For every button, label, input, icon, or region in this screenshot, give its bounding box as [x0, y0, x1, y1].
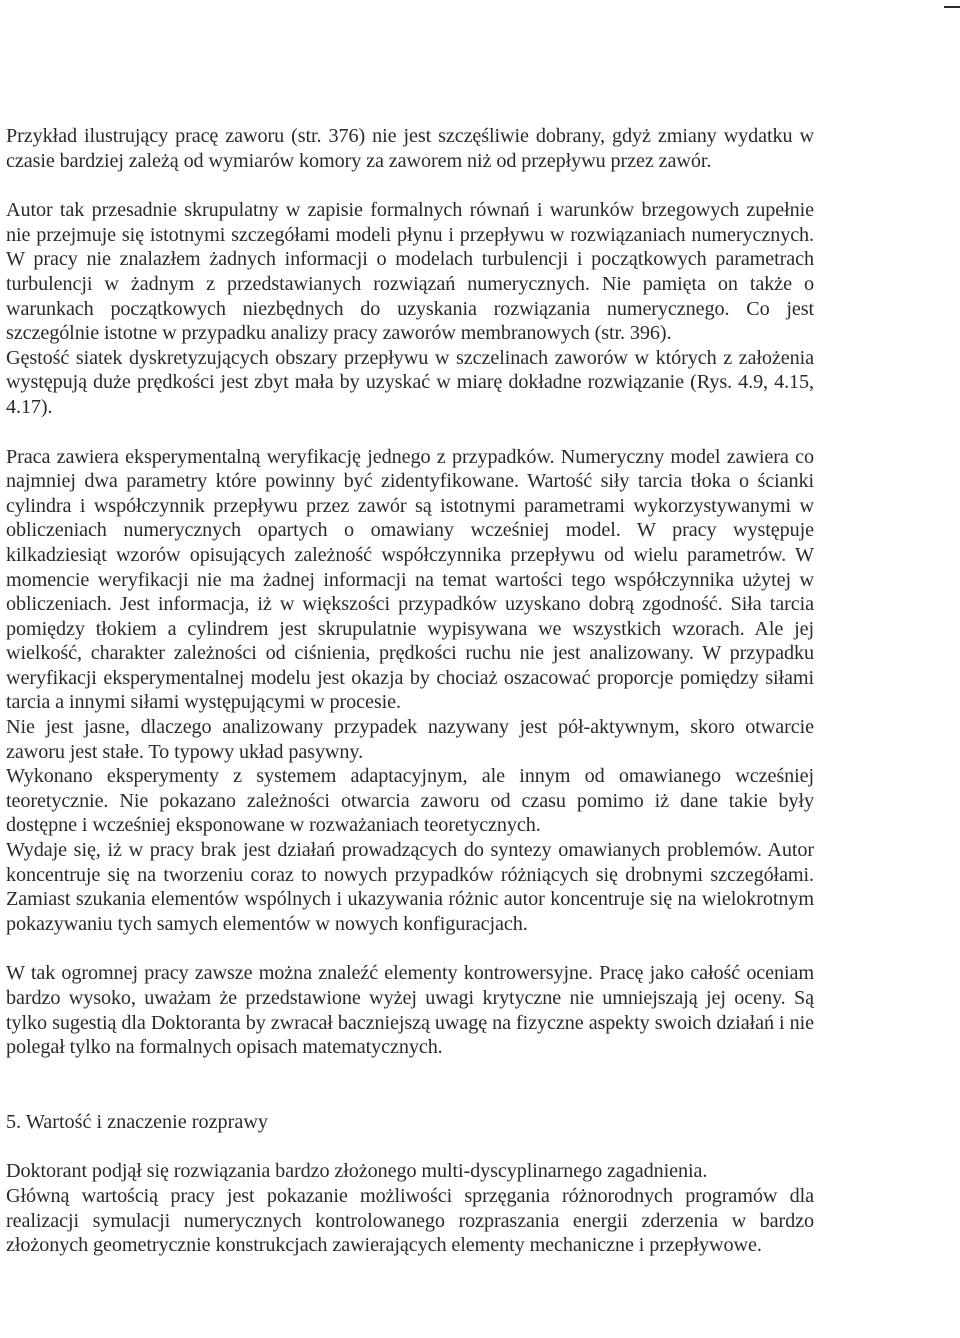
- paragraph-gap: [6, 1085, 814, 1110]
- paragraph-semi-active: Nie jest jasne, dlaczego analizowany przypadek nazywany jest pół-aktywnym, skoro otwarcie zaworu jest stałe. To typowy układ pasywny.: [6, 716, 814, 763]
- corner-mark: [944, 6, 960, 8]
- document-page: [6, 124, 814, 1258]
- paragraph-mesh-density: Gęstość siatek dyskretyzujących obszary przepływu w szczelinach zaworów w których z założenia występują duże prędkości jest zbyt mała by uzyskać w miarę dokładne rozwiązanie (Rys. 4.9, 4.15, 4.17).: [6, 346, 814, 418]
- paragraph-gap: [6, 173, 814, 198]
- paragraph-gap: [6, 1134, 814, 1159]
- paragraph-adaptive-experiments: Wykonano eksperymenty z systemem adaptacyjnym, ale innym od omawianego wcześniej teoretycznie. Nie pokazano zależności otwarcia zaworu od czasu pomimo iż dane takie były dostępne i wcześniej eksponowane w rozważaniach teoretycznych.: [6, 765, 814, 837]
- paragraph-experimental-verification: Praca zawiera eksperymentalną weryfikację jednego z przypadków. Numeryczny model zawiera co najmniej dwa parametry które powinny być zidentyfikowane. Wartość siły tarcia tłoka o ścianki cylindra i współczynnik przepływu przez zawór są istotnymi parametrami wykorzystywanymi w obliczeniach numerycznych opartych o omawiany wcześniej model. W pracy występuje kilkadziesiąt wzorów opisujących zależność współczynnika przepływu od wielu parametrów. W momencie weryfikacji nie ma żadnej informacji na temat wartości tego współczynnika użytej w obliczeniach. Jest informacja, iż w większości przypadków uzyskano dobrą zgodność. Siła tarcia pomiędzy tłokiem a cylindrem jest skrupulatnie wypisywana we wszystkich wzorach. Ale jej wielkość, charakter zależności od ciśnienia, prędkości ruchu nie jest analizowany. W przypadku weryfikacji eksperymentalnej modelu jest okazja by chociaż oszacować proporcje pomiędzy siłami tarcia a innymi siłami występującymi w procesie.: [6, 445, 814, 714]
- paragraph-valve-example: Przykład ilustrujący pracę zaworu (str. 376) nie jest szczęśliwie dobrany, gdyż zmiany wydatku w czasie bardziej zależą od wymiarów komory za zaworem niż od przepływu przez zawór.: [6, 125, 814, 172]
- paragraph-gap: [6, 1060, 814, 1085]
- section-heading-5: 5. Wartość i znaczenie rozprawy: [6, 1110, 268, 1133]
- paragraph-gap: [6, 936, 814, 961]
- paragraph-overall-evaluation: W tak ogromnej pracy zawsze można znaleźć elementy kontrowersyjne. Pracę jako całość oceniam bardzo wysoko, uważam że przedstawione wyżej uwagi krytyczne nie umniejszają jej oceny. Są tylko sugestią dla Doktoranta by zwracał baczniejszą uwagę na fizyczne aspekty swoich działań i nie polegał tylko na formalnych opisach matematycznych.: [6, 962, 814, 1059]
- paragraph-synthesis: Wydaje się, iż w pracy brak jest działań prowadzących do syntezy omawianych problemów. Autor koncentruje się na tworzeniu coraz to nowych przypadków różniących się drobnymi szczegółami. Zamiast szukania elementów wspólnych i ukazywania różnic autor koncentruje się na wielokrotnym pokazywaniu tych samych elementów w nowych konfiguracjach.: [6, 839, 814, 935]
- paragraph-main-value: Główną wartością pracy jest pokazanie możliwości sprzęgania różnorodnych programów dla realizacji symulacji numerycznych kontrolowanego rozpraszania energii zderzenia w bardzo złożonych geometrycznie konstrukcjach zawierających elementy mechaniczne i przepływowe.: [6, 1184, 814, 1257]
- paragraph-doctoral-challenge: Doktorant podjął się rozwiązania bardzo złożonego multi-dyscyplinarnego zagadnienia.: [6, 1160, 708, 1183]
- paragraph-boundary-conditions: Autor tak przesadnie skrupulatny w zapisie formalnych równań i warunków brzegowych zupełnie nie przejmuje się istotnymi szczegółami modeli płynu i przepływu w rozwiązaniach numerycznych. W pracy nie znalazłem żadnych informacji o modelach turbulencji i początkowych parametrach turbulencji w żadnym z przedstawianych rozwiązań numerycznych. Nie pamięta on także o warunkach początkowych niezbędnych do uzyskania rozwiązania numerycznego. Co jest szczególnie istotne w przypadku analizy pracy zaworów membranowych (str. 396).: [6, 199, 814, 345]
- paragraph-gap: [6, 420, 814, 445]
